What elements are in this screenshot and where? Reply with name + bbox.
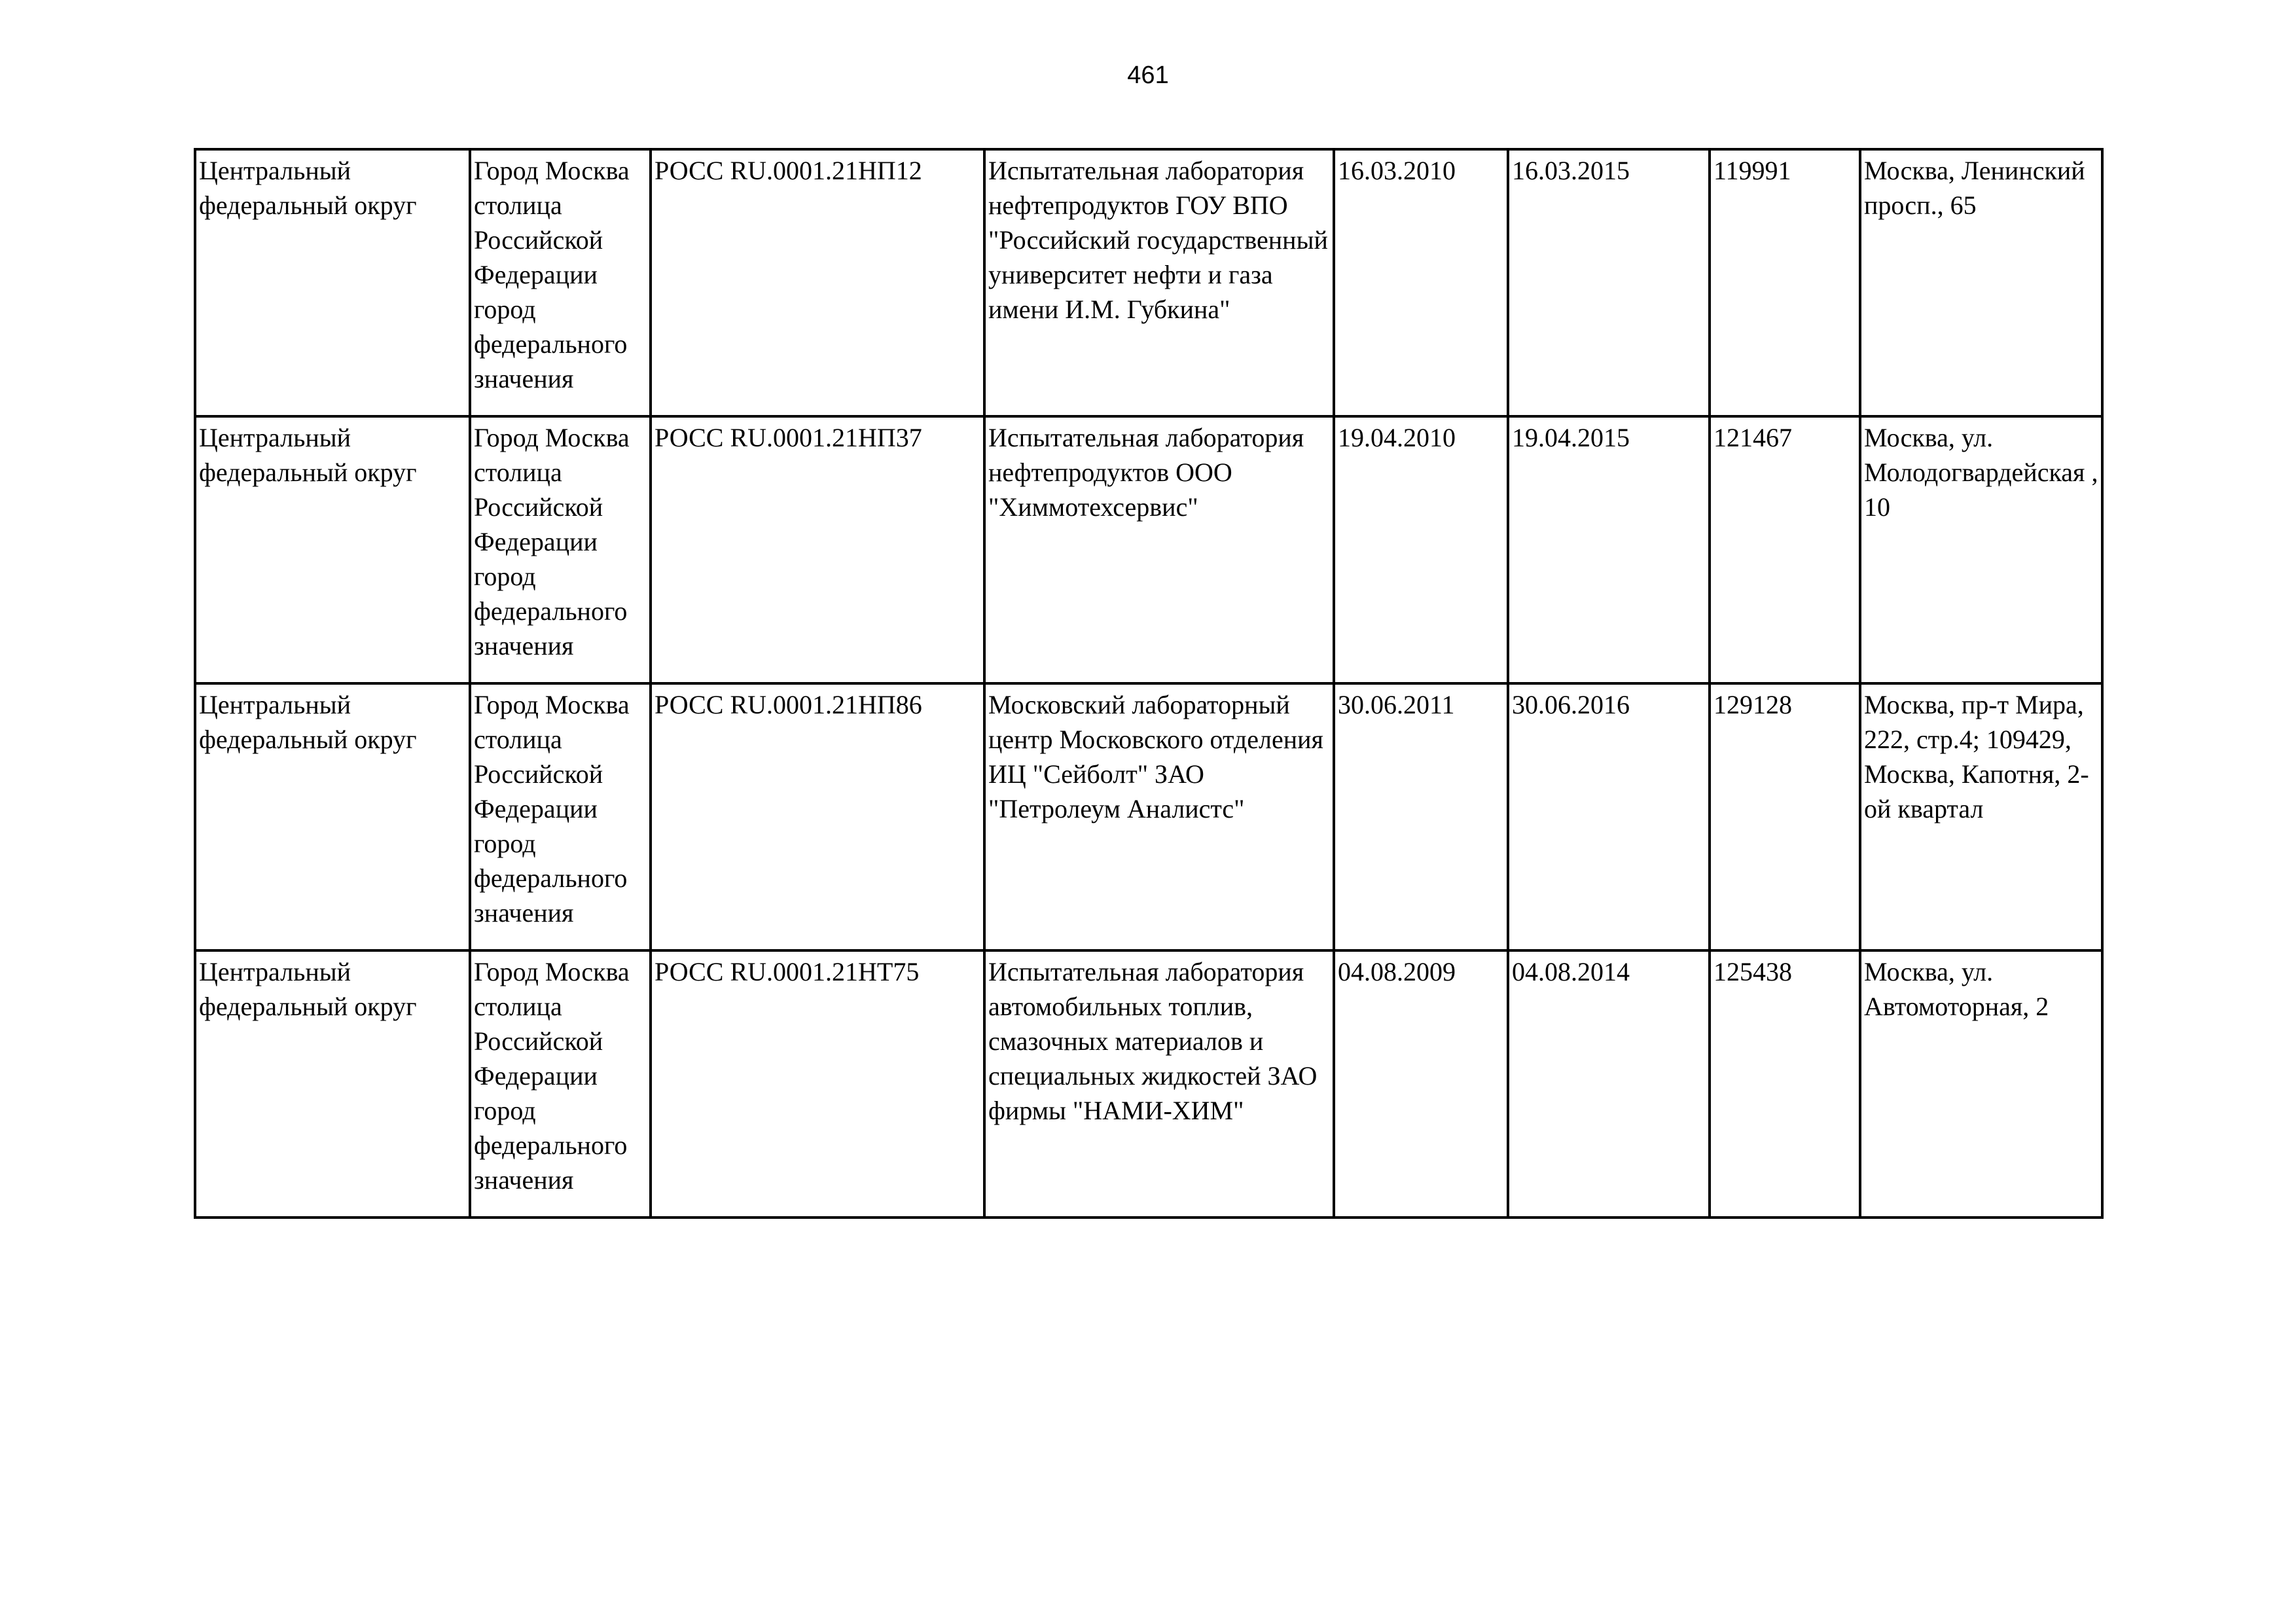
date-valid-cell: 16.03.2015 [1508, 149, 1710, 416]
subject-cell: Город Москва столица Российской Федерации город федерального значения [470, 149, 651, 416]
date-valid-cell: 30.06.2016 [1508, 683, 1710, 950]
page-number: 461 [1127, 62, 1169, 89]
postcode-cell: 121467 [1710, 416, 1860, 683]
subject-cell: Город Москва столица Российской Федерации город федерального значения [470, 950, 651, 1218]
date-valid-cell: 19.04.2015 [1508, 416, 1710, 683]
table-row [195, 950, 2102, 1218]
address-cell: Москва, ул. Молодогвардейская , 10 [1860, 416, 2102, 683]
district-cell: Центральный федеральный округ [195, 149, 470, 416]
accreditation-cell: РОСС RU.0001.21НП37 [651, 416, 984, 683]
date-issued-cell: 16.03.2010 [1334, 149, 1508, 416]
postcode-cell: 125438 [1710, 950, 1860, 1218]
registry-table [194, 148, 2104, 1219]
district-cell: Центральный федеральный округ [195, 683, 470, 950]
address-cell: Москва, Ленинский просп., 65 [1860, 149, 2102, 416]
district-cell: Центральный федеральный округ [195, 950, 470, 1218]
table-row [195, 149, 2102, 416]
accreditation-cell: РОСС RU.0001.21НП86 [651, 683, 984, 950]
subject-cell: Город Москва столица Российской Федерации город федерального значения [470, 416, 651, 683]
date-issued-cell: 30.06.2011 [1334, 683, 1508, 950]
organization-cell: Испытательная лаборатория нефтепродуктов ГОУ ВПО "Российский государственный университет нефти и газа имени И.М. Губкина" [984, 149, 1334, 416]
postcode-cell: 119991 [1710, 149, 1860, 416]
table-row [195, 416, 2102, 683]
table-row [195, 683, 2102, 950]
postcode-cell: 129128 [1710, 683, 1860, 950]
address-cell: Москва, пр-т Мира, 222, стр.4; 109429, Москва, Капотня, 2-ой квартал [1860, 683, 2102, 950]
organization-cell: Испытательная лаборатория автомобильных топлив, смазочных материалов и специальных жидкостей ЗАО фирмы "НАМИ-ХИМ" [984, 950, 1334, 1218]
date-valid-cell: 04.08.2014 [1508, 950, 1710, 1218]
organization-cell: Московский лабораторный центр Московского отделения ИЦ "Сейболт" ЗАО "Петролеум Аналистс" [984, 683, 1334, 950]
organization-cell: Испытательная лаборатория нефтепродуктов ООО "Химмотехсервис" [984, 416, 1334, 683]
date-issued-cell: 04.08.2009 [1334, 950, 1508, 1218]
subject-cell: Город Москва столица Российской Федерации город федерального значения [470, 683, 651, 950]
accreditation-cell: РОСС RU.0001.21НТ75 [651, 950, 984, 1218]
accreditation-cell: РОСС RU.0001.21НП12 [651, 149, 984, 416]
date-issued-cell: 19.04.2010 [1334, 416, 1508, 683]
address-cell: Москва, ул. Автомоторная, 2 [1860, 950, 2102, 1218]
district-cell: Центральный федеральный округ [195, 416, 470, 683]
